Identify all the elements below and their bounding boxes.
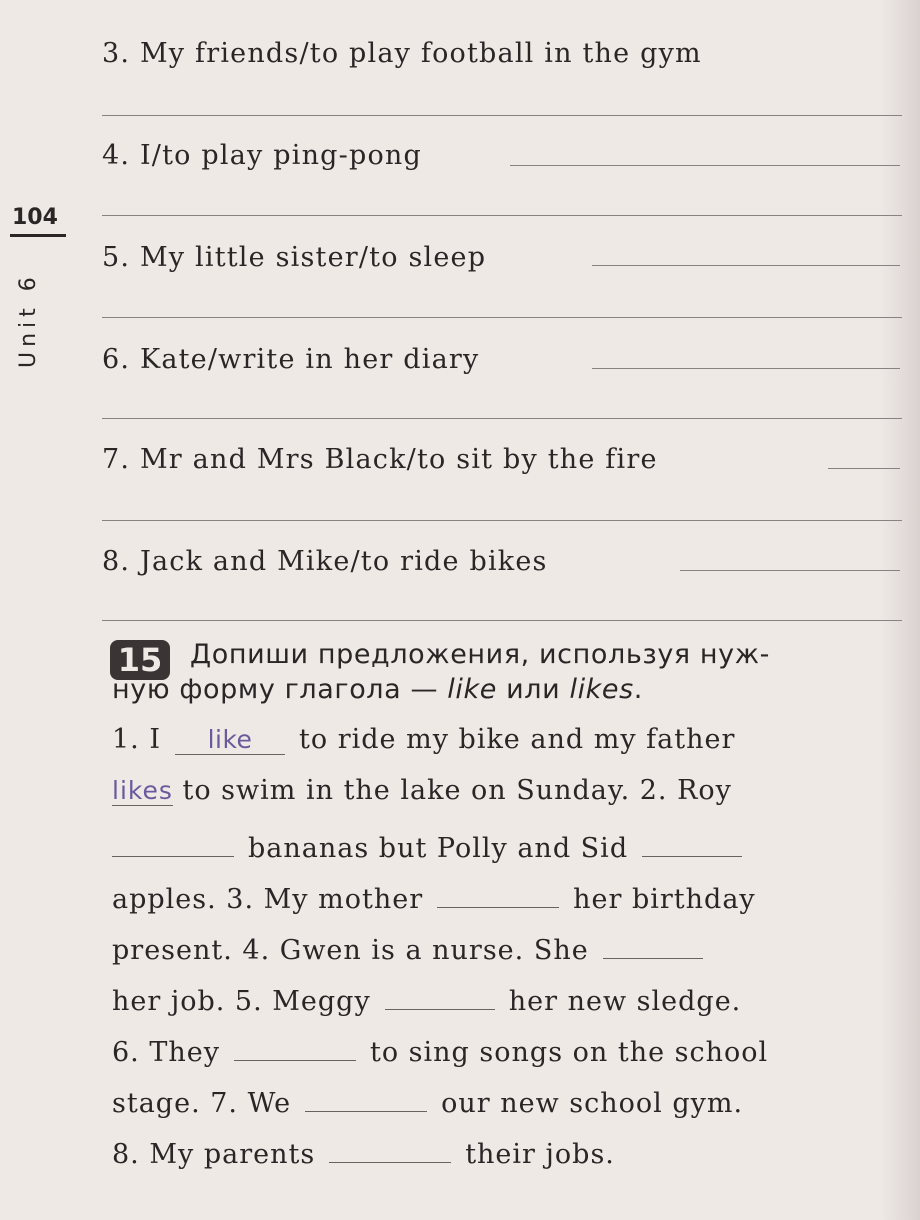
prompt-5: 5. My little sister/to sleep [102,242,487,273]
answer-line[interactable] [102,620,902,621]
answer-line[interactable] [592,265,900,266]
sentence-text: her new sledge. [508,986,742,1017]
sentence-text: to swim in the lake on Sunday. 2. Roy [182,775,732,806]
instruction-text: ную форму глагола — [112,674,448,705]
page-number-rule [10,234,66,237]
unit-label: Unit 6 [16,272,41,368]
answer-line[interactable] [102,115,902,116]
answer-blank[interactable] [437,877,559,908]
sample-answer: like [207,725,253,754]
instruction-end: . [633,674,643,705]
prompt-4: 4. I/to play ping-pong [102,140,422,171]
answer-blank[interactable] [329,1132,451,1163]
answer-blank[interactable] [385,979,495,1010]
exercise-line-4 [112,877,912,915]
sentence-text: bananas but Polly and Sid [248,833,629,864]
sample-answer-likes: likes [112,776,173,805]
instruction-like: like [447,674,497,705]
sentence-text: her job. 5. Meggy [112,986,371,1017]
sentence-text: to sing songs on the school [369,1037,769,1068]
sentence-text: her birthday [573,884,756,915]
sentence-text: apples. 3. My mother [112,884,424,915]
answer-blank[interactable] [305,1081,427,1112]
answer-line[interactable] [102,317,902,318]
sentence-text: their jobs. [465,1139,615,1170]
exercise-line-7 [112,1030,912,1068]
page-number: 104 [12,205,58,230]
answer-line[interactable] [828,468,900,469]
exercise-line-1 [112,724,912,755]
exercise-instruction-line2 [112,674,643,705]
sentence-text: 1. I [112,724,162,755]
sentence-text: our new school gym. [441,1088,744,1119]
sentence-text: to ride my bike and my father [299,724,736,755]
answer-line[interactable] [102,215,902,216]
answer-line[interactable] [102,418,902,419]
exercise-line-6 [112,979,912,1017]
answer-blank[interactable] [175,724,285,755]
exercise-number-badge: 15 [110,640,170,680]
sentence-text: stage. 7. We [112,1088,292,1119]
exercise-line-8 [112,1081,912,1119]
answer-blank[interactable] [112,826,234,857]
answer-line[interactable] [102,520,902,521]
answer-line[interactable] [680,570,900,571]
answer-blank[interactable] [642,826,742,857]
prompt-3: 3. My friends/to play football in the gym [102,38,702,69]
instruction-likes: likes [569,674,634,705]
answer-line[interactable] [592,368,900,369]
exercise-line-2 [112,775,912,806]
sentence-text: 6. They [112,1037,220,1068]
prompt-6: 6. Kate/write in her diary [102,344,480,375]
answer-blank[interactable] [603,928,703,959]
exercise-line-5 [112,928,912,966]
sentence-text: present. 4. Gwen is a nurse. She [112,935,589,966]
instruction-or: или [496,674,570,705]
prompt-8: 8. Jack and Mike/to ride bikes [102,546,548,577]
sentence-text: 8. My parents [112,1139,316,1170]
exercise-line-3 [112,826,912,864]
answer-line[interactable] [510,165,900,166]
prompt-7: 7. Mr and Mrs Black/to sit by the fire [102,444,658,475]
answer-blank[interactable] [234,1030,356,1061]
exercise-instruction-line1: Допиши предложения, используя нуж- [190,639,771,670]
exercise-line-9 [112,1132,912,1170]
